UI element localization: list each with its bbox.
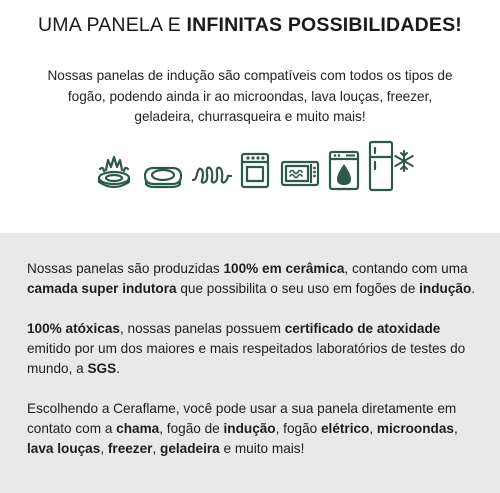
ceramic-paragraph: Nossas panelas são produzidas 100% em cerâmica, contando com uma camada super indutora que possibilita o seu uso em fogões de indução. — [27, 261, 476, 297]
dishwasher-icon — [328, 150, 360, 192]
appliance-icons-row — [94, 150, 414, 198]
usage-paragraph: Escolhendo a Ceraflame, você pode usar a sua panela diretamente em contato com a chama, fogão de indução, fogão elétrico, microondas, lava louças, freezer, geladeira e muito mais! — [27, 401, 458, 457]
intro-text: Nossas panelas de indução são compatíveis com todos os tipos de fogão, podendo ainda ir ao microondas, lava louças, freezer, geladeira, churrasqueira e muito mais! — [47, 68, 453, 124]
compatibility-section — [0, 0, 500, 233]
induction-cooktop-icon — [142, 160, 184, 190]
headline: UMA PANELA E INFINITAS POSSIBILIDADES! — [37, 14, 463, 36]
electric-coil-icon — [192, 164, 232, 186]
details-section — [0, 233, 500, 493]
non-toxic-paragraph: 100% atóxicas, nossas panelas possuem certificado de atoxidade emitido por um dos maiores e mais respeitados laboratórios de testes do mundo, a SGS. — [27, 321, 466, 377]
gas-flame-stove-icon — [94, 152, 134, 192]
oven-icon — [240, 152, 270, 190]
fridge-freezer-icon — [368, 140, 414, 194]
microwave-icon — [280, 160, 320, 188]
